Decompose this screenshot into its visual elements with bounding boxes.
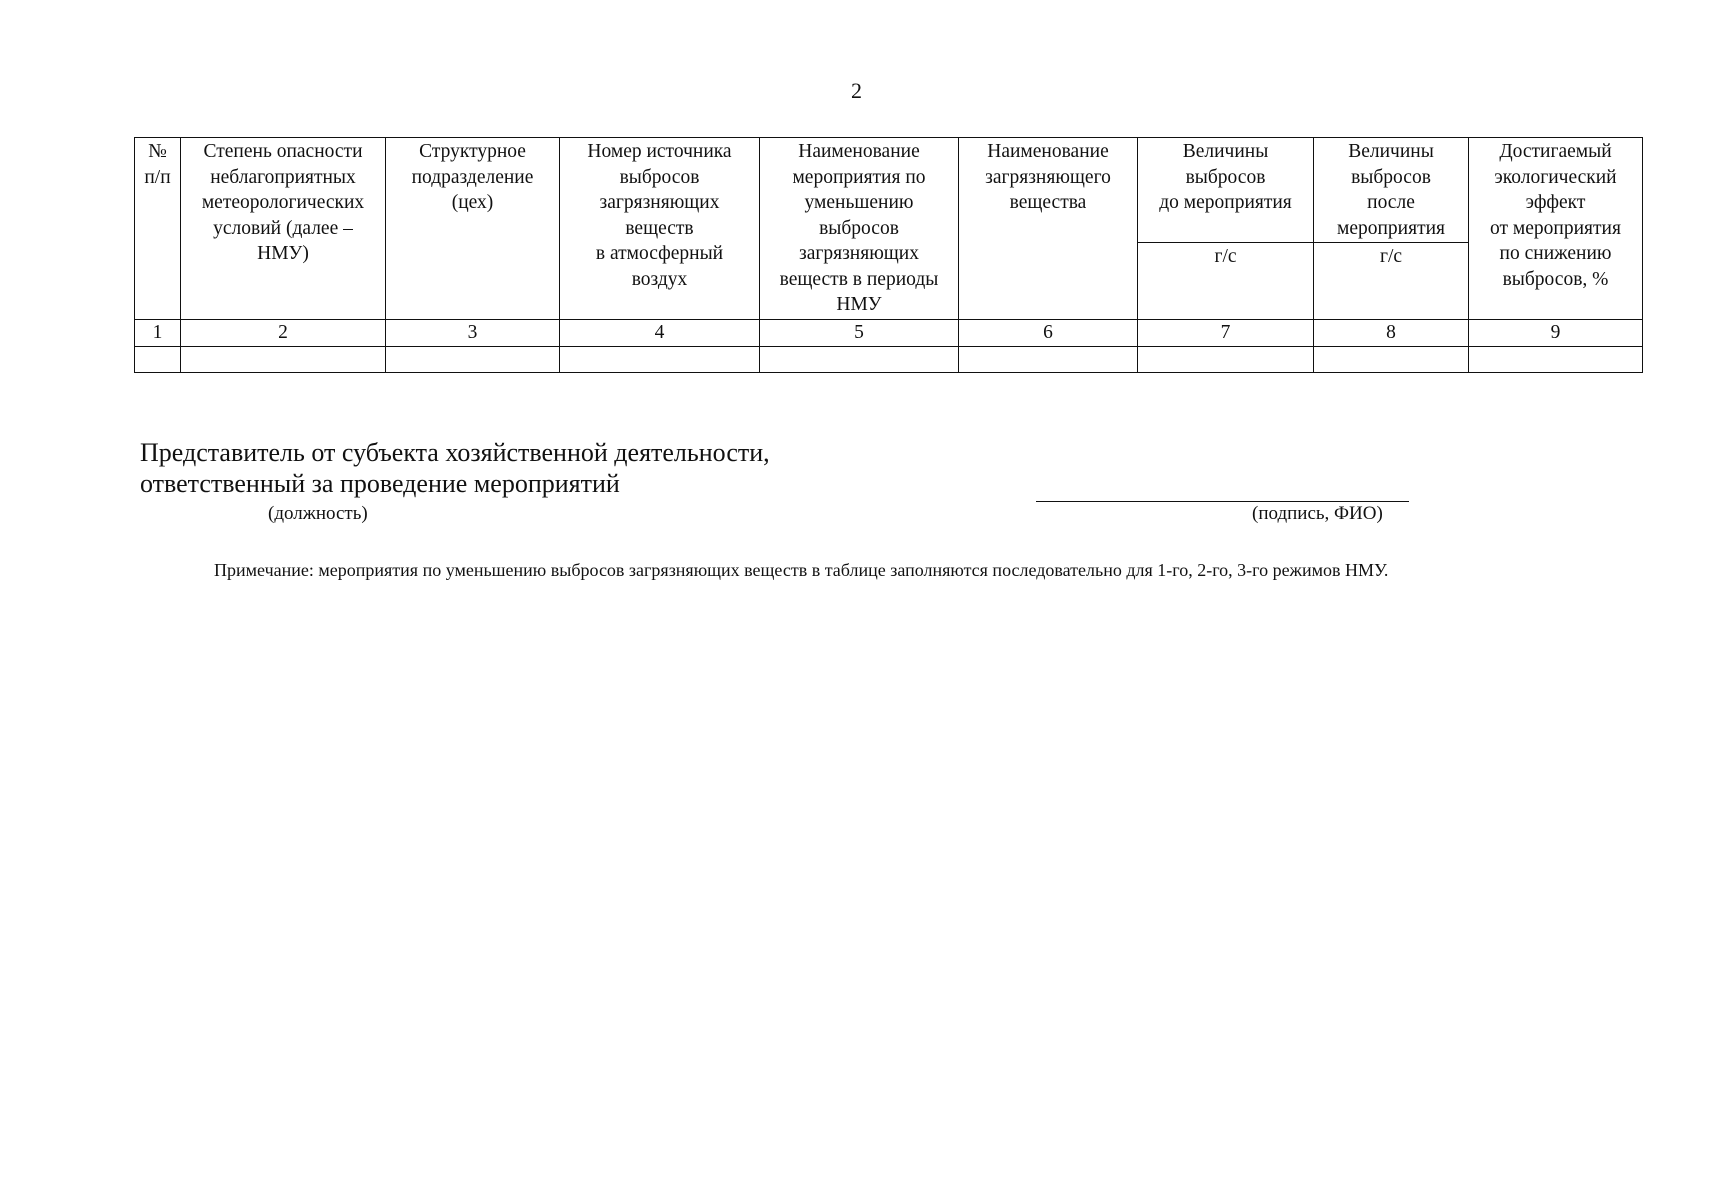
column-number: 6 xyxy=(959,320,1138,347)
empty-cell[interactable] xyxy=(959,346,1138,372)
column-number: 5 xyxy=(760,320,959,347)
empty-cell[interactable] xyxy=(760,346,959,372)
header-ecological-effect: Достигаемый экологический эффект от мероприятия по снижению выбросов, % xyxy=(1469,138,1643,320)
representative-line-2: ответственный за проведение мероприятий xyxy=(140,469,620,498)
column-number: 3 xyxy=(386,320,560,347)
empty-cell[interactable] xyxy=(181,346,386,372)
column-number: 8 xyxy=(1314,320,1469,347)
column-number: 2 xyxy=(181,320,386,347)
representative-block xyxy=(140,437,770,499)
header-emissions-before: Величины выбросов до мероприятия xyxy=(1138,138,1314,243)
header-measure-name: Наименование мероприятия по уменьшению выбросов загрязняющих веществ в периоды НМУ xyxy=(760,138,959,320)
header-number: № п/п xyxy=(135,138,181,320)
note-text: Примечание: мероприятия по уменьшению выбросов загрязняющих веществ в таблице заполняются последовательно для 1-го, 2-го, 3-го режимов НМУ. xyxy=(214,560,1389,580)
empty-cell[interactable] xyxy=(1469,346,1643,372)
header-source-number: Номер источника выбросов загрязняющих веществ в атмосферный воздух xyxy=(560,138,760,320)
signature-label: (подпись, ФИО) xyxy=(1252,503,1383,524)
empty-cell[interactable] xyxy=(1138,346,1314,372)
column-number: 1 xyxy=(135,320,181,347)
unit-after: г/с xyxy=(1314,243,1469,320)
empty-cell[interactable] xyxy=(135,346,181,372)
empty-cell[interactable] xyxy=(560,346,760,372)
empty-cell[interactable] xyxy=(386,346,560,372)
header-subdivision: Структурное подразделение (цех) xyxy=(386,138,560,320)
position-label: (должность) xyxy=(268,503,368,524)
header-emissions-after: Величины выбросов после мероприятия xyxy=(1314,138,1469,243)
header-row xyxy=(135,138,1643,243)
signature-line[interactable] xyxy=(1036,501,1409,502)
column-number: 9 xyxy=(1469,320,1643,347)
header-danger-degree: Степень опасности неблагоприятных метеорологических условий (далее – НМУ) xyxy=(181,138,386,320)
column-number-row xyxy=(135,320,1643,347)
unit-before: г/с xyxy=(1138,243,1314,320)
empty-cell[interactable] xyxy=(1314,346,1469,372)
column-number: 4 xyxy=(560,320,760,347)
page-number: 2 xyxy=(851,78,862,103)
column-number: 7 xyxy=(1138,320,1314,347)
empty-data-row xyxy=(135,346,1643,372)
measures-table xyxy=(134,137,1643,373)
header-substance-name: Наименование загрязняющего вещества xyxy=(959,138,1138,320)
representative-line-1: Представитель от субъекта хозяйственной деятельности, xyxy=(140,438,770,467)
